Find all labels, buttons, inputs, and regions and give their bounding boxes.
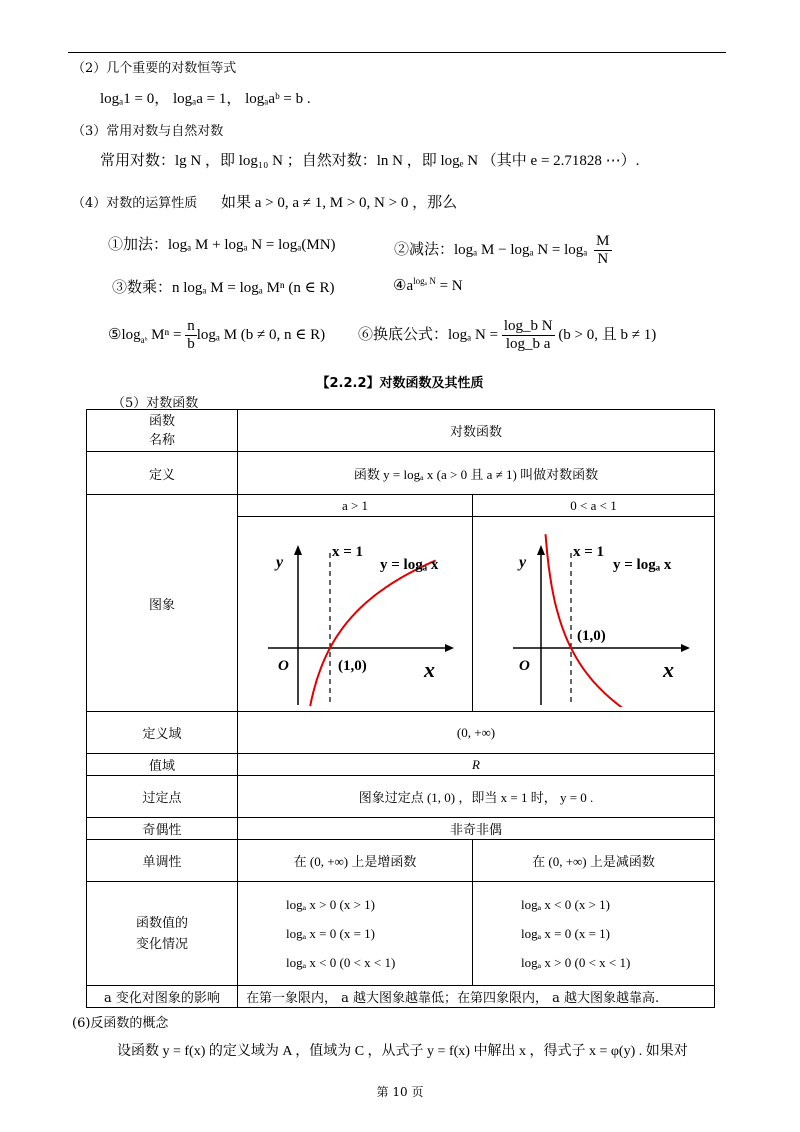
rule-subtraction: ②减法：logₐ M − logₐ N = logₐ $\frac{M}{N}$	[394, 233, 610, 267]
row-range	[87, 754, 715, 776]
label-graph: 图象	[87, 495, 238, 712]
sec5-heading: （5）对数函数	[112, 396, 199, 411]
x-eq-1-label: x = 1	[332, 544, 364, 560]
label-name: 函数 名称	[87, 410, 238, 452]
row-monotonicity	[87, 840, 715, 882]
label-definition: 定义	[87, 452, 238, 495]
y-axis-label: y	[276, 554, 284, 571]
value-fixed-point: 图象过定点 (1, 0) ，即当 x = 1 时， y = 0 .	[238, 776, 715, 818]
value-name: 对数函数	[238, 410, 715, 452]
section-title: 【2.2.2】对数函数及其性质	[316, 376, 484, 391]
label-monotonicity: 单调性	[87, 840, 238, 882]
x-eq-1-label: x = 1	[573, 544, 605, 560]
value-domain: (0, +∞)	[238, 712, 715, 754]
curve-label: y = logₐ x	[380, 557, 439, 573]
x-axis-label: x	[424, 657, 435, 682]
sec6-text: 设函数 y = f(x) 的定义域为 A ，值域为 C ，从式子 y = f(x) 中解出 x ，得式子 x = φ(y) . 如果对	[117, 1044, 688, 1059]
cond-a-lt-1: 0 < a < 1	[473, 495, 715, 517]
label-domain: 定义域	[87, 712, 238, 754]
sec3-definition: 常用对数：lg N ，即 log₁₀ N ；自然对数：ln N ，即 logₑ N （其中 e = 2.71828 ⋯）.	[100, 153, 640, 169]
y-axis-label: y	[519, 554, 527, 571]
rule-change-of-base: ⑥换底公式：logₐ N = $\frac{\text{log\_b N}}{\text{log\_b a}}$ (b > 0, 且 b ≠ 1)	[358, 318, 657, 352]
fraction-numerator: M	[596, 233, 610, 249]
curve-log-increasing	[310, 561, 435, 707]
log-function-table	[86, 409, 715, 1008]
rule-power-identity: $④a^{log_a N} = N$	[393, 276, 463, 294]
origin-label: O	[278, 658, 289, 674]
row-condition	[87, 495, 715, 517]
mono-increasing: 在 (0, +∞) 上是增函数	[238, 840, 473, 882]
cond-a-gt-1: a > 1	[238, 495, 473, 517]
label-parity: 奇偶性	[87, 818, 238, 840]
inequality: logₐ x < 0 (0 < x < 1)	[286, 955, 396, 970]
sec4-heading: （4）对数的运算性质	[72, 196, 198, 211]
inequality: logₐ x < 0 (x > 1)	[521, 897, 610, 912]
point-label: (1,0)	[338, 658, 367, 674]
value-parity: 非奇非偶	[238, 818, 715, 840]
rule-scalar: ③数乘：n logₐ M = logₐ Mⁿ (n ∈ R)	[112, 280, 335, 296]
graph-increasing	[238, 517, 472, 707]
sec6-heading: (6)反函数的概念	[72, 1016, 169, 1031]
values-a-gt-1	[238, 882, 473, 986]
value-range: R	[238, 754, 715, 776]
sec4-condition: 如果 a > 0, a ≠ 1, M > 0, N > 0 ，那么	[221, 195, 458, 211]
fraction-denominator: N	[597, 251, 609, 267]
label-range: 值域	[87, 754, 238, 776]
sec2-identities: logₐ1 = 0， logₐa = 1， logₐaᵇ = b .	[100, 91, 311, 107]
row-parity	[87, 818, 715, 840]
values-a-lt-1	[473, 882, 715, 986]
rule-addition: ①加法：logₐ M + logₐ N = logₐ(MN)	[108, 237, 336, 253]
sec3-heading: （3）常用对数与自然对数	[72, 124, 224, 139]
row-effect	[87, 986, 715, 1008]
point-label: (1,0)	[577, 628, 606, 644]
value-definition: 函数 y = logₐ x (a > 0 且 a ≠ 1) 叫做对数函数	[238, 452, 715, 495]
row-value-change	[87, 882, 715, 986]
graph-cell-decreasing	[473, 517, 715, 712]
value-effect: 在第一象限内， a 越大图象越靠低；在第四象限内， a 越大图象越靠高.	[238, 986, 715, 1008]
page-number: 第 10 页	[376, 1085, 424, 1099]
row-fixed-point	[87, 776, 715, 818]
graph-decreasing	[473, 517, 714, 707]
inequality: logₐ x = 0 (x = 1)	[521, 926, 610, 941]
row-definition	[87, 452, 715, 495]
row-domain	[87, 712, 715, 754]
label-value-change: 函数值的 变化情况	[87, 882, 238, 986]
row-name	[87, 410, 715, 452]
origin-label: O	[519, 658, 530, 674]
inequality: logₐ x = 0 (x = 1)	[286, 926, 375, 941]
sec2-heading: （2）几个重要的对数恒等式	[72, 61, 237, 76]
inequality: logₐ x > 0 (x > 1)	[286, 897, 375, 912]
header-rule	[68, 52, 726, 53]
mono-decreasing: 在 (0, +∞) 上是减函数	[473, 840, 715, 882]
label-effect: a 变化对图象的影响	[87, 986, 238, 1008]
label-fixed-point: 过定点	[87, 776, 238, 818]
x-axis-label: x	[663, 657, 674, 682]
graph-cell-increasing	[238, 517, 473, 712]
rule-base-power: $⑤\log_{aᵇ}$ Mⁿ = $\frac{n}{b}$ logₐ M (b ≠ 0, n ∈ R)	[108, 318, 326, 352]
curve-label: y = logₐ x	[613, 557, 672, 573]
inequality: logₐ x > 0 (0 < x < 1)	[521, 955, 631, 970]
